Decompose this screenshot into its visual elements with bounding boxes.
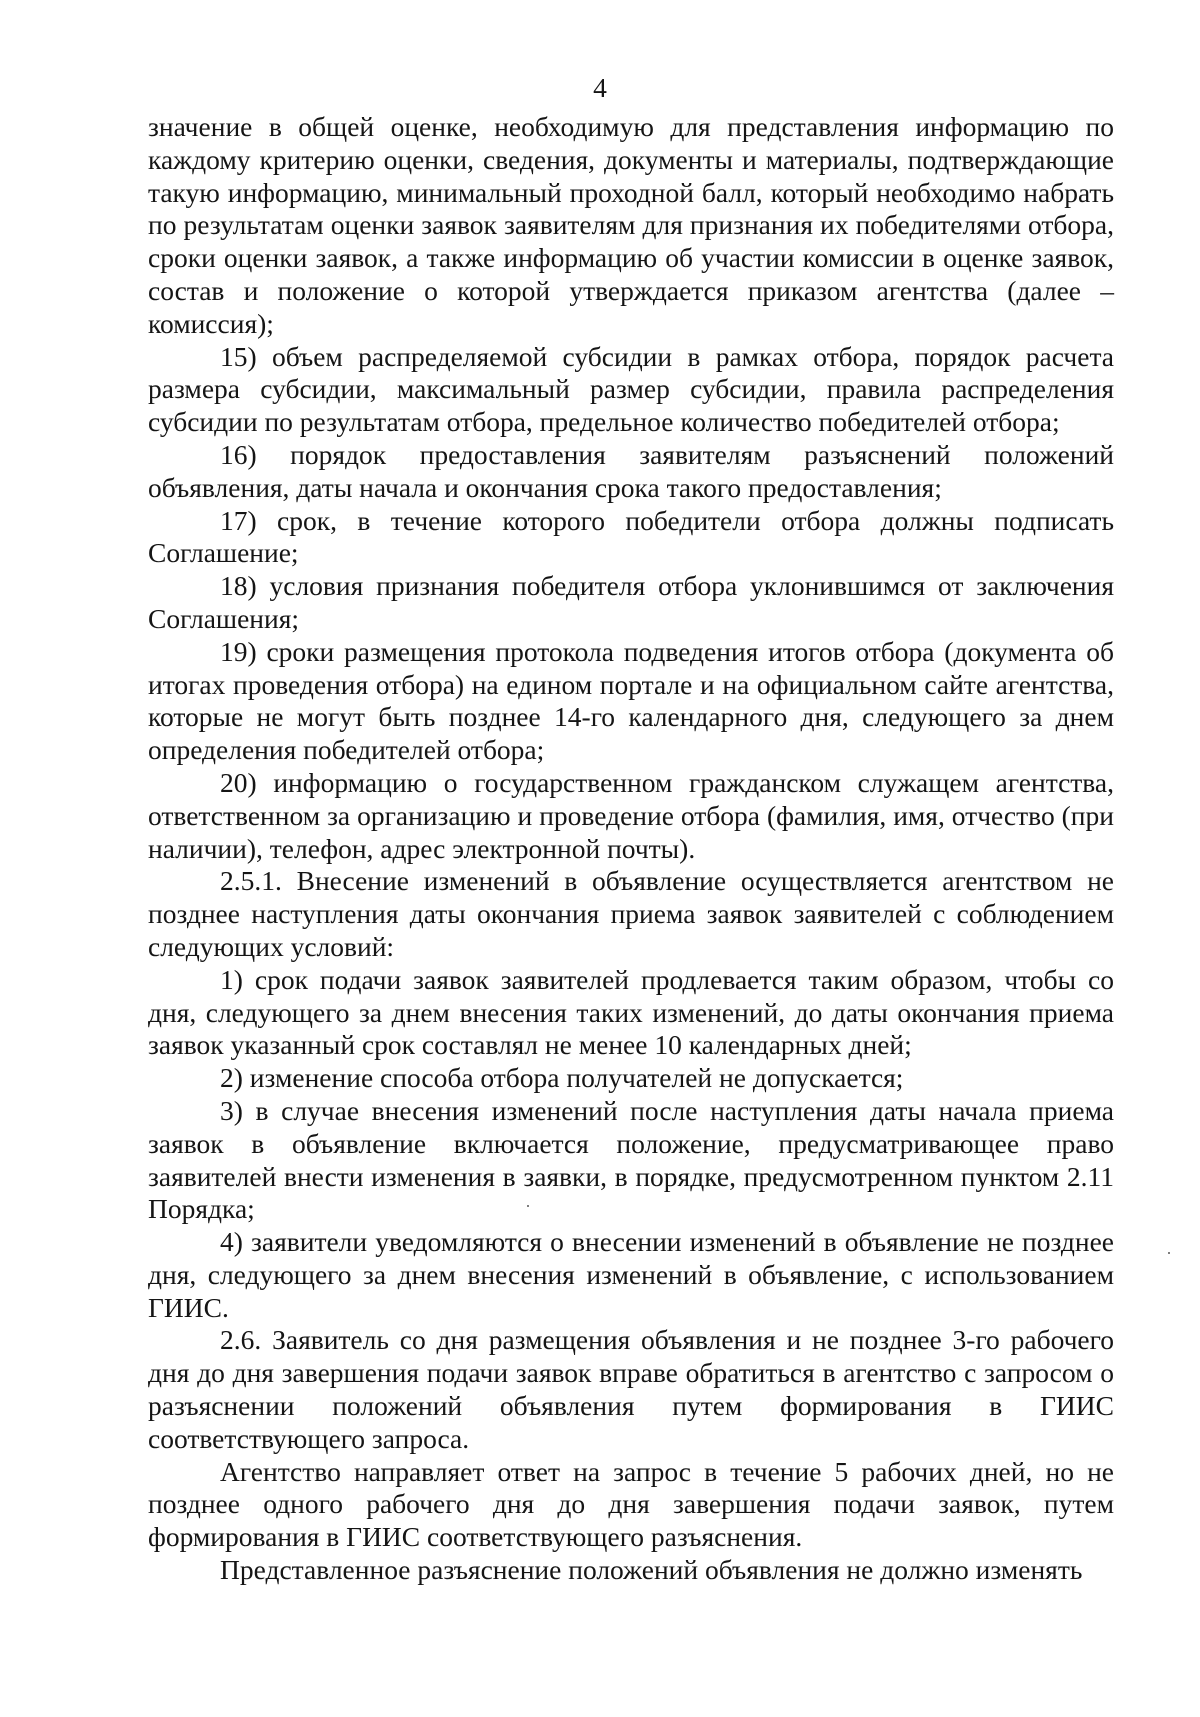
paragraph-item-20: 20) информацию о государственном гражданском служащем агентства, ответственном за организацию и проведение отбора (фамилия, имя, отчество (при наличии), телефон, адрес электронной почты). (148, 766, 1114, 864)
document-body (148, 111, 1114, 1587)
page-number: 4 (593, 72, 607, 103)
paragraph-clarification: Представленное разъяснение положений объявления не должно изменять (220, 1554, 1083, 1586)
paragraph-section-2-6: 2.6. Заявитель со дня размещения объявления и не позднее 3-го рабочего дня до дня завершения подачи заявок вправе обратиться в агентство с запросом о разъяснении положений объявления путем формирования в ГИИС соответствующего запроса. (148, 1324, 1114, 1454)
paragraph-item-19: 19) сроки размещения протокола подведения итогов отбора (документа об итогах проведения отбора) на едином портале и на официальном сайте агентства, которые не могут быть позднее 14-го календарного дня, следующего за днем определения победителей отбора; (148, 635, 1114, 766)
paragraph-condition-1: 1) срок подачи заявок заявителей продлевается таким образом, чтобы со дня, следующего за днем внесения таких изменений, до даты окончания приема заявок указанный срок составлял не менее 10 календарных дней; (148, 963, 1114, 1061)
paragraph-item-18: 18) условия признания победителя отбора уклонившимся от заключения Соглашения; (148, 570, 1114, 634)
scan-speck (527, 1205, 529, 1207)
paragraph-condition-3: 3) в случае внесения изменений после наступления даты начала приема заявок в объявление включается положение, предусматривающее право заявителей внести изменения в заявки, в порядке, предусмотренном пунктом 2.11 Порядка; (148, 1094, 1114, 1225)
paragraph-section-2-5-1: 2.5.1. Внесение изменений в объявление осуществляется агентством не позднее наступления даты окончания приема заявок заявителей с соблюдением следующих условий: (148, 865, 1114, 962)
paragraph-item-16: 16) порядок предоставления заявителям разъяснений положений объявления, даты начала и окончания срока такого предоставления; (148, 438, 1114, 503)
paragraph-continuation: значение в общей оценке, необходимую для представления информацию по каждому критерию оценки, сведения, документы и материалы, подтверждающие такую информацию, минимальный проходной балл, который необходимо набрать по результатам оценки заявок заявителям для признания их победителями отбора, сроки оценки заявок, а также информацию об участии комиссии в оценке заявок, состав и положение о которой утверждается приказом агентства (далее – комиссия); (148, 111, 1114, 339)
paragraph-condition-2: 2) изменение способа отбора получателей не допускается; (220, 1062, 904, 1094)
scan-speck (1168, 1252, 1170, 1254)
paragraph-condition-4: 4) заявители уведомляются о внесении изменений в объявление не позднее дня, следующего за днем внесения изменений в объявление, с использованием ГИИС. (148, 1226, 1114, 1323)
paragraph-item-15: 15) объем распределяемой субсидии в рамках отбора, порядок расчета размера субсидии, максимальный размер субсидии, правила распределения субсидии по результатам отбора, предельное количество победителей отбора; (148, 340, 1114, 438)
paragraph-agency-response: Агентство направляет ответ на запрос в течение 5 рабочих дней, но не позднее одного рабочего дня до дня завершения подачи заявок, путем формирования в ГИИС соответствующего разъяснения. (148, 1455, 1114, 1553)
paragraph-item-17: 17) срок, в течение которого победители отбора должны подписать Соглашение; (148, 504, 1114, 569)
